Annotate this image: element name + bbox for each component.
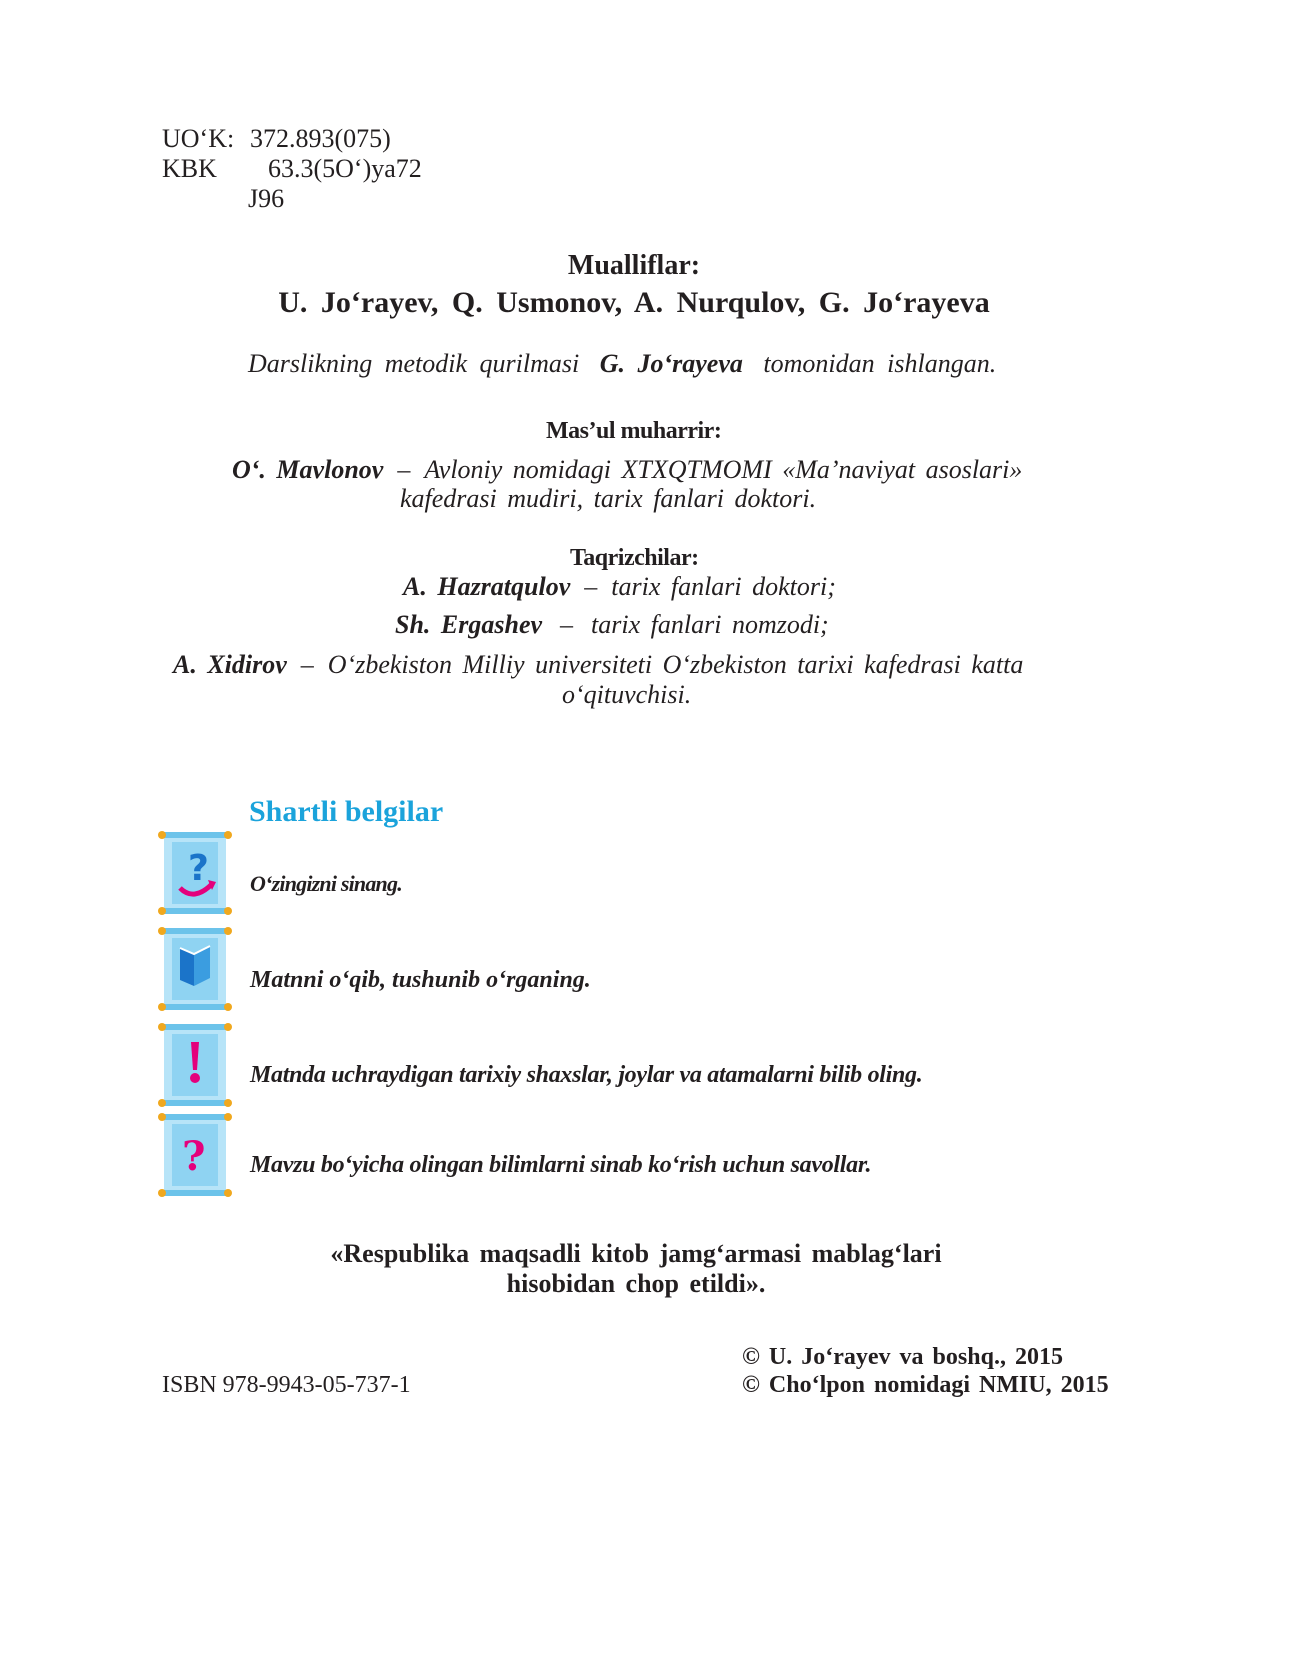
editor-name: O‘. Mavlonov	[232, 455, 384, 484]
reviewer-2	[395, 610, 829, 640]
uok-label: UO‘K:	[162, 124, 235, 153]
kbk-value: 63.3(5O‘)ya72	[268, 154, 422, 183]
legend-item-3-text: Matnda uchraydigan tarixiy shaxslar, joylar va atamalarni bilib oling.	[250, 1062, 923, 1088]
editor-dash: –	[397, 455, 411, 484]
editor-desc-1: Avloniy nomidagi XTXQTMOMI «Ma’naviyat asoslari»	[424, 455, 1023, 484]
reviewer-3-desc: O‘zbekiston Milliy universiteti O‘zbekiston tarixi kafedrasi katta	[327, 650, 1024, 679]
method-note-after: tomonidan ishlangan.	[763, 349, 997, 378]
reviewer-3-name: A. Xidirov	[173, 650, 287, 679]
reviewer-3	[173, 650, 1023, 680]
reviewer-1-name: A. Hazratqulov	[403, 572, 571, 601]
copyright-line-1: © U. Jo‘rayev va boshq., 2015	[742, 1344, 1063, 1370]
reviewer-3-dash: –	[300, 650, 314, 679]
self-test-icon	[158, 828, 234, 918]
funding-line-2: hisobidan chop etildi».	[506, 1269, 766, 1298]
legend-item-1-text: O‘zingizni sinang.	[250, 871, 402, 896]
editor-line1	[232, 455, 1022, 485]
method-note	[248, 349, 996, 379]
authors-names: U. Jo‘rayev, Q. Usmonov, A. Nurqulov, G. Jo‘rayeva	[278, 286, 990, 319]
reviewer-1-dash: –	[584, 572, 598, 601]
copyright-line-2: © Cho‘lpon nomidagi NMIU, 2015	[742, 1372, 1109, 1398]
svg-text:?: ?	[182, 1133, 206, 1180]
editor-desc-2: kafedrasi mudiri, tarix fanlari doktori.	[400, 484, 817, 513]
reviewer-2-dash: –	[560, 610, 574, 639]
method-note-before: Darslikning metodik qurilmasi	[248, 349, 580, 378]
reviewer-2-desc: tarix fanlari nomzodi;	[591, 610, 829, 639]
reviewer-2-name: Sh. Ergashev	[395, 610, 543, 639]
question-icon	[158, 1110, 234, 1200]
kbk-label: KBK	[162, 154, 217, 183]
isbn: ISBN 978-9943-05-737-1	[162, 1372, 411, 1398]
editor-heading: Mas’ul muharrir:	[546, 418, 722, 444]
uok-value: 372.893(075)	[250, 124, 391, 153]
method-note-name: G. Jo‘rayeva	[599, 349, 743, 378]
reviewer-1	[403, 572, 836, 602]
exclamation-icon	[158, 1020, 234, 1110]
reviewer-1-desc: tarix fanlari doktori;	[611, 572, 836, 601]
funding-line-1: «Respublika maqsadli kitob jamg‘armasi mablag‘lari	[330, 1239, 942, 1268]
legend-item-4-text: Mavzu bo‘yicha olingan bilimlarni sinab ko‘rish uchun savollar.	[250, 1152, 872, 1178]
authors-heading: Mualliflar:	[567, 250, 701, 281]
reviewer-3-desc-2: o‘qituvchisi.	[562, 680, 692, 709]
catalog-code: J96	[248, 184, 285, 213]
legend-title: Shartli belgilar	[249, 795, 444, 828]
book-icon	[158, 924, 234, 1014]
legend-item-2-text: Matnni o‘qib, tushunib o‘rganing.	[250, 967, 591, 993]
reviewers-heading: Taqrizchilar:	[570, 545, 699, 571]
svg-text:?: ?	[188, 848, 209, 889]
